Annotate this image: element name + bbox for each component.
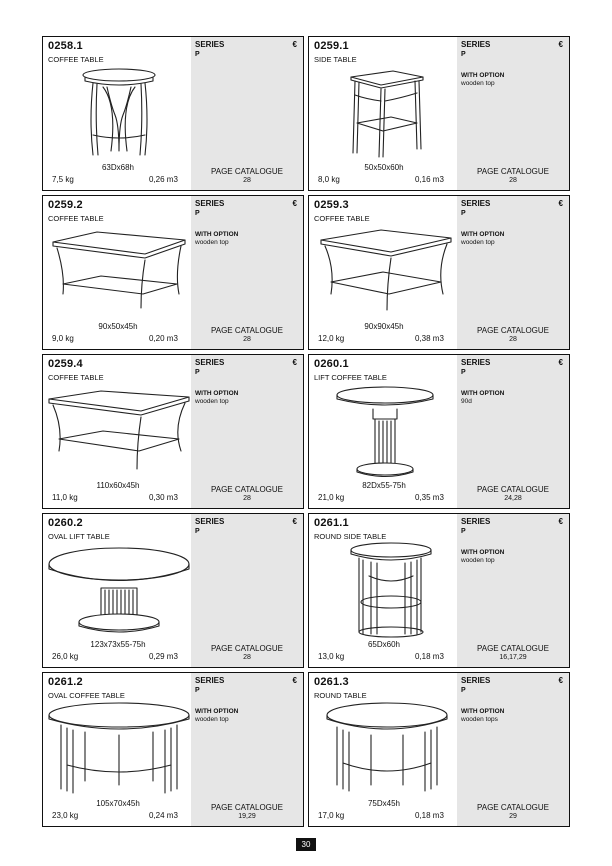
product-dimensions: 123x73x55-75h — [90, 640, 146, 649]
product-card — [308, 354, 570, 509]
page-catalogue-label: PAGE CATALOGUE — [476, 644, 549, 653]
product-code: 0260.2 — [48, 517, 83, 529]
long-coffee-table-icon — [45, 383, 193, 479]
series-value: P — [461, 210, 466, 217]
oval-coffee-table-icon — [45, 701, 193, 797]
product-name: OVAL COFFEE TABLE — [48, 691, 125, 700]
product-card — [308, 36, 570, 191]
currency-symbol: € — [558, 358, 563, 367]
product-dimensions: 110x60x45h — [96, 481, 140, 490]
page-catalogue-label: PAGE CATALOGUE — [210, 167, 283, 176]
product-weight: 17,0 kg — [318, 811, 345, 820]
product-weight: 11,0 kg — [52, 493, 78, 502]
series-value: P — [195, 210, 200, 217]
series-label: SERIES — [195, 676, 225, 685]
product-weight: 12,0 kg — [318, 334, 345, 343]
series-value: P — [195, 51, 200, 58]
square-side-table-icon — [311, 65, 459, 161]
currency-symbol: € — [558, 199, 563, 208]
product-card — [42, 195, 304, 350]
product-name: SIDE TABLE — [314, 55, 357, 64]
currency-symbol: € — [292, 517, 297, 526]
series-label: SERIES — [195, 517, 225, 526]
series-label: SERIES — [461, 358, 491, 367]
currency-symbol: € — [292, 40, 297, 49]
series-label: SERIES — [461, 676, 491, 685]
option-title: WITH OPTION — [461, 231, 505, 238]
currency-symbol: € — [558, 676, 563, 685]
product-dimensions: 105x70x45h — [96, 799, 140, 808]
product-name: OVAL LIFT TABLE — [48, 532, 110, 541]
product-code: 0258.1 — [48, 40, 83, 52]
product-code: 0259.1 — [314, 40, 349, 52]
product-card — [308, 513, 570, 668]
page-catalogue-pages: 16,17,29 — [499, 654, 527, 661]
series-label: SERIES — [195, 40, 225, 49]
product-volume: 0,26 m3 — [149, 175, 178, 184]
option-title: WITH OPTION — [195, 390, 239, 397]
currency-symbol: € — [292, 358, 297, 367]
product-weight: 8,0 kg — [318, 175, 340, 184]
product-code: 0259.3 — [314, 199, 349, 211]
option-value: wooden top — [461, 80, 495, 87]
product-weight: 23,0 kg — [52, 811, 79, 820]
square-coffee-table-icon — [311, 224, 459, 320]
page-catalogue-pages: 24,28 — [504, 495, 522, 502]
series-label: SERIES — [195, 358, 225, 367]
series-value: P — [195, 369, 200, 376]
product-card — [42, 513, 304, 668]
product-volume: 0,20 m3 — [149, 334, 178, 343]
round-table-icon — [311, 701, 459, 797]
product-code: 0259.2 — [48, 199, 83, 211]
option-value: 90d — [461, 398, 472, 405]
info-panel — [457, 514, 569, 667]
product-code: 0260.1 — [314, 358, 349, 370]
option-title: WITH OPTION — [461, 390, 505, 397]
product-dimensions: 63Dx68h — [101, 163, 135, 172]
option-title: WITH OPTION — [461, 72, 505, 79]
option-title: WITH OPTION — [461, 708, 505, 715]
page-catalogue-label: PAGE CATALOGUE — [476, 167, 549, 176]
product-weight: 9,0 kg — [52, 334, 74, 343]
page-catalogue-pages: 29 — [509, 813, 517, 820]
product-dimensions: 75Dx45h — [367, 799, 401, 808]
product-volume: 0,18 m3 — [415, 652, 444, 661]
product-name: COFFEE TABLE — [48, 373, 104, 382]
round-lift-table-icon — [311, 383, 459, 479]
info-panel — [457, 196, 569, 349]
page-catalogue-label: PAGE CATALOGUE — [476, 326, 549, 335]
series-label: SERIES — [461, 199, 491, 208]
option-title: WITH OPTION — [195, 231, 239, 238]
option-title: WITH OPTION — [461, 549, 505, 556]
product-volume: 0,35 m3 — [415, 493, 444, 502]
series-value: P — [461, 528, 466, 535]
product-volume: 0,18 m3 — [415, 811, 444, 820]
page-catalogue-pages: 19,29 — [238, 813, 256, 820]
currency-symbol: € — [292, 199, 297, 208]
option-value: wooden top — [195, 716, 229, 723]
currency-symbol: € — [558, 40, 563, 49]
option-value: wooden top — [195, 398, 229, 405]
product-name: ROUND SIDE TABLE — [314, 532, 387, 541]
series-value: P — [461, 687, 466, 694]
page-catalogue-label: PAGE CATALOGUE — [210, 326, 283, 335]
option-value: wooden tops — [461, 716, 498, 723]
product-code: 0261.3 — [314, 676, 349, 688]
round-coffee-table-icon — [45, 65, 193, 161]
product-code: 0259.4 — [48, 358, 83, 370]
product-dimensions: 65Dx60h — [367, 640, 401, 649]
series-label: SERIES — [461, 40, 491, 49]
series-value: P — [195, 687, 200, 694]
page-catalogue-pages: 28 — [243, 654, 251, 661]
option-value: wooden top — [461, 239, 495, 246]
series-value: P — [195, 528, 200, 535]
product-weight: 13,0 kg — [318, 652, 345, 661]
product-dimensions: 82Dx55-75h — [362, 481, 406, 490]
product-dimensions: 90x50x45h — [98, 322, 138, 331]
product-card — [42, 354, 304, 509]
page-catalogue-label: PAGE CATALOGUE — [210, 644, 283, 653]
product-volume: 0,29 m3 — [149, 652, 178, 661]
page-catalogue-pages: 28 — [509, 336, 517, 343]
page-number: 30 — [296, 838, 316, 851]
product-card — [42, 36, 304, 191]
product-code: 0261.1 — [314, 517, 349, 529]
oval-lift-table-icon — [45, 542, 193, 638]
series-value: P — [461, 369, 466, 376]
option-value: wooden top — [195, 239, 229, 246]
option-title: WITH OPTION — [195, 708, 239, 715]
product-volume: 0,30 m3 — [149, 493, 178, 502]
product-volume: 0,24 m3 — [149, 811, 178, 820]
product-dimensions: 90x90x45h — [364, 322, 404, 331]
product-name: COFFEE TABLE — [314, 214, 370, 223]
info-panel — [457, 37, 569, 190]
page-catalogue-pages: 28 — [509, 177, 517, 184]
product-name: COFFEE TABLE — [48, 55, 104, 64]
info-panel — [191, 514, 303, 667]
product-card — [308, 195, 570, 350]
product-volume: 0,38 m3 — [415, 334, 444, 343]
series-label: SERIES — [461, 517, 491, 526]
info-panel — [191, 37, 303, 190]
option-value: wooden top — [461, 557, 495, 564]
product-name: LIFT COFFEE TABLE — [314, 373, 387, 382]
series-label: SERIES — [195, 199, 225, 208]
product-weight: 26,0 kg — [52, 652, 79, 661]
page-catalogue-pages: 28 — [243, 177, 251, 184]
product-dimensions: 50x50x60h — [364, 163, 404, 172]
info-panel — [191, 673, 303, 826]
product-card — [308, 672, 570, 827]
page-catalogue-label: PAGE CATALOGUE — [210, 485, 283, 494]
info-panel — [457, 355, 569, 508]
product-name: ROUND TABLE — [314, 691, 367, 700]
product-code: 0261.2 — [48, 676, 83, 688]
currency-symbol: € — [292, 676, 297, 685]
product-volume: 0,16 m3 — [415, 175, 444, 184]
round-side-table-icon — [311, 542, 459, 638]
currency-symbol: € — [558, 517, 563, 526]
product-grid — [42, 36, 570, 827]
product-weight: 7,5 kg — [52, 175, 74, 184]
info-panel — [191, 196, 303, 349]
info-panel — [191, 355, 303, 508]
page-catalogue-pages: 28 — [243, 495, 251, 502]
series-value: P — [461, 51, 466, 58]
rectangular-coffee-table-icon — [45, 224, 193, 320]
page-catalogue-label: PAGE CATALOGUE — [476, 803, 549, 812]
product-weight: 21,0 kg — [318, 493, 345, 502]
page-catalogue-label: PAGE CATALOGUE — [210, 803, 283, 812]
info-panel — [457, 673, 569, 826]
product-name: COFFEE TABLE — [48, 214, 104, 223]
page-catalogue-label: PAGE CATALOGUE — [476, 485, 549, 494]
product-card — [42, 672, 304, 827]
page-catalogue-pages: 28 — [243, 336, 251, 343]
